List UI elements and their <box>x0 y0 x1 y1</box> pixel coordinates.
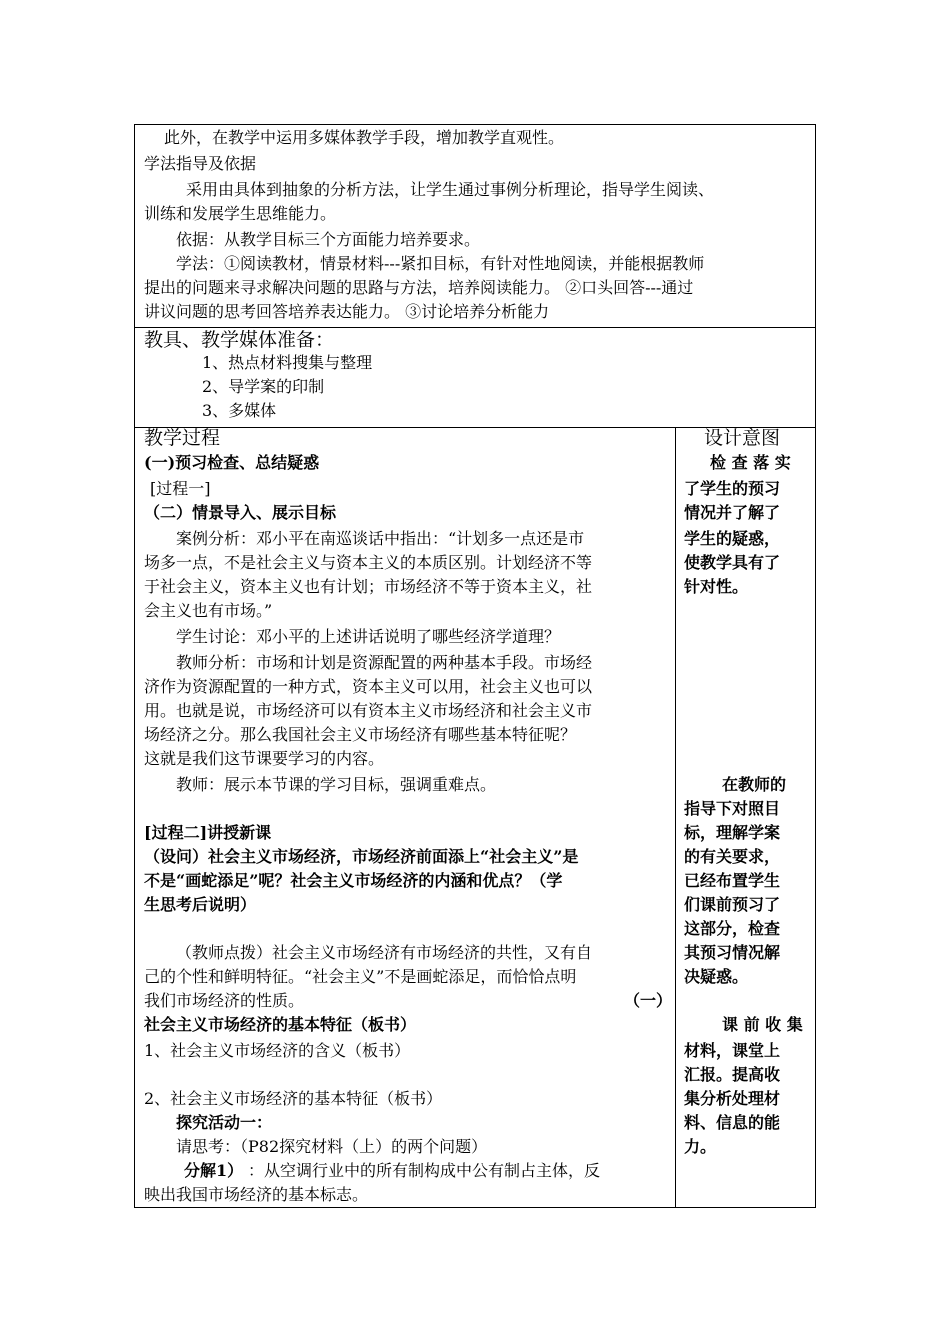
design-line: 课 前 收 集 <box>722 1015 803 1034</box>
list-item: 2、导学案的印制 <box>202 377 325 396</box>
text-line: 讲议问题的思考回答培养表达能力。 ③讨论培养分析能力 <box>144 302 550 321</box>
process-line: 济作为资源配置的一种方式，资本主义可以用，社会主义也可以 <box>144 677 593 696</box>
design-line: 已经布置学生 <box>684 871 781 890</box>
design-line: 其预习情况解 <box>684 943 781 962</box>
design-line: 力。 <box>684 1137 717 1156</box>
design-line: 汇报。提高收 <box>684 1065 781 1084</box>
design-line: 针对性。 <box>684 577 749 596</box>
process-line: ：从空调行业中的所有制构成中公有制占主体，反 <box>248 1161 601 1180</box>
design-line: 决疑惑。 <box>684 967 749 986</box>
text-line: 提出的问题来寻求解决问题的思路与方法，培养阅读能力。 ②口头回答---通过 <box>144 278 694 297</box>
process-line: 会主义也有市场。” <box>144 601 273 620</box>
process-line: [过程二]讲授新课 <box>144 823 272 842</box>
text-line: 依据：从教学目标三个方面能力培养要求。 <box>176 230 481 249</box>
design-line: 使教学具有了 <box>684 553 781 572</box>
column-divider <box>675 427 676 1207</box>
process-line: 生思考后说明） <box>144 895 257 914</box>
section-title: 教具、教学媒体准备： <box>144 329 335 351</box>
process-line: 教师：展示本节课的学习目标，强调重难点。 <box>176 775 497 794</box>
design-line: 材料，课堂上 <box>684 1041 781 1060</box>
process-line: （教师点拨）社会主义市场经济有市场经济的共性，又有自 <box>176 943 593 962</box>
design-line: 情况并了解了 <box>684 503 781 522</box>
text-line: 采用由具体到抽象的分析方法，让学生通过事例分析理论，指导学生阅读、 <box>186 180 715 199</box>
process-line: 用。也就是说，市场经济可以有资本主义市场经济和社会主义市 <box>144 701 593 720</box>
process-line: 分解1） <box>184 1161 244 1180</box>
process-line: 教师分析：市场和计划是资源配置的两种基本手段。市场经 <box>176 653 593 672</box>
process-line: （二）情景导入、展示目标 <box>144 503 337 522</box>
process-line: 这就是我们这节课要学习的内容。 <box>144 749 385 768</box>
design-line: 在教师的 <box>722 775 787 794</box>
process-line: 案例分析：邓小平在南巡谈话中指出：“计划多一点还是市 <box>176 529 585 548</box>
text-line: 训练和发展学生思维能力。 <box>144 204 337 223</box>
process-line: 不是“画蛇添足”呢？社会主义市场经济的内涵和优点？（学 <box>144 871 563 890</box>
design-heading: 设计意图 <box>704 427 781 449</box>
process-line: 探究活动一： <box>176 1113 273 1132</box>
process-line: 己的个性和鲜明特征。“社会主义”不是画蛇添足，而恰恰点明 <box>144 967 577 986</box>
process-line: 请思考：（P82探究材料（上）的两个问题） <box>176 1137 488 1156</box>
section-heading: 学法指导及依据 <box>144 154 257 173</box>
design-line: 学生的疑惑， <box>684 529 781 548</box>
design-line: 检 查 落 实 <box>710 453 791 472</box>
list-item: 3、多媒体 <box>202 401 277 420</box>
process-line: 于社会主义，资本主义也有计划；市场经济不等于资本主义，社 <box>144 577 593 596</box>
design-line: 料、信息的能 <box>684 1113 781 1132</box>
process-line: 1、社会主义市场经济的含义（板书） <box>144 1041 411 1060</box>
design-line: 们课前预习了 <box>684 895 781 914</box>
process-line: 场多一点，不是社会主义与资本主义的本质区别。计划经济不等 <box>144 553 593 572</box>
process-line: 我们市场经济的性质。 <box>144 991 305 1010</box>
process-line: （一） <box>624 991 673 1010</box>
process-heading: 教学过程 <box>144 427 221 449</box>
process-line: （设问）社会主义市场经济，市场经济前面添上“社会主义”是 <box>144 847 579 866</box>
process-line: 映出我国市场经济的基本标志。 <box>144 1185 369 1204</box>
list-item: 1、热点材料搜集与整理 <box>202 353 373 372</box>
design-line: 标，理解学案 <box>684 823 781 842</box>
text-line: 此外，在教学中运用多媒体教学手段，增加教学直观性。 <box>164 128 565 147</box>
process-line: (一)预习检查、总结疑惑 <box>144 453 320 472</box>
process-line: [过程一] <box>150 479 211 498</box>
design-line: 的有关要求， <box>684 847 781 866</box>
design-line: 指导下对照目 <box>684 799 781 818</box>
process-line: 社会主义市场经济的基本特征（板书） <box>144 1015 417 1034</box>
text-line: 学法：①阅读教材，情景材料---紧扣目标，有针对性地阅读，并能根据教师 <box>176 254 705 273</box>
process-line: 场经济之分。那么我国社会主义市场经济有哪些基本特征呢？ <box>144 725 577 744</box>
design-line: 这部分，检查 <box>684 919 781 938</box>
design-line: 了学生的预习 <box>684 479 781 498</box>
design-line: 集分析处理材 <box>684 1089 781 1108</box>
process-line: 2、社会主义市场经济的基本特征（板书） <box>144 1089 443 1108</box>
row-divider <box>135 327 815 328</box>
process-line: 学生讨论：邓小平的上述讲话说明了哪些经济学道理？ <box>176 627 561 646</box>
